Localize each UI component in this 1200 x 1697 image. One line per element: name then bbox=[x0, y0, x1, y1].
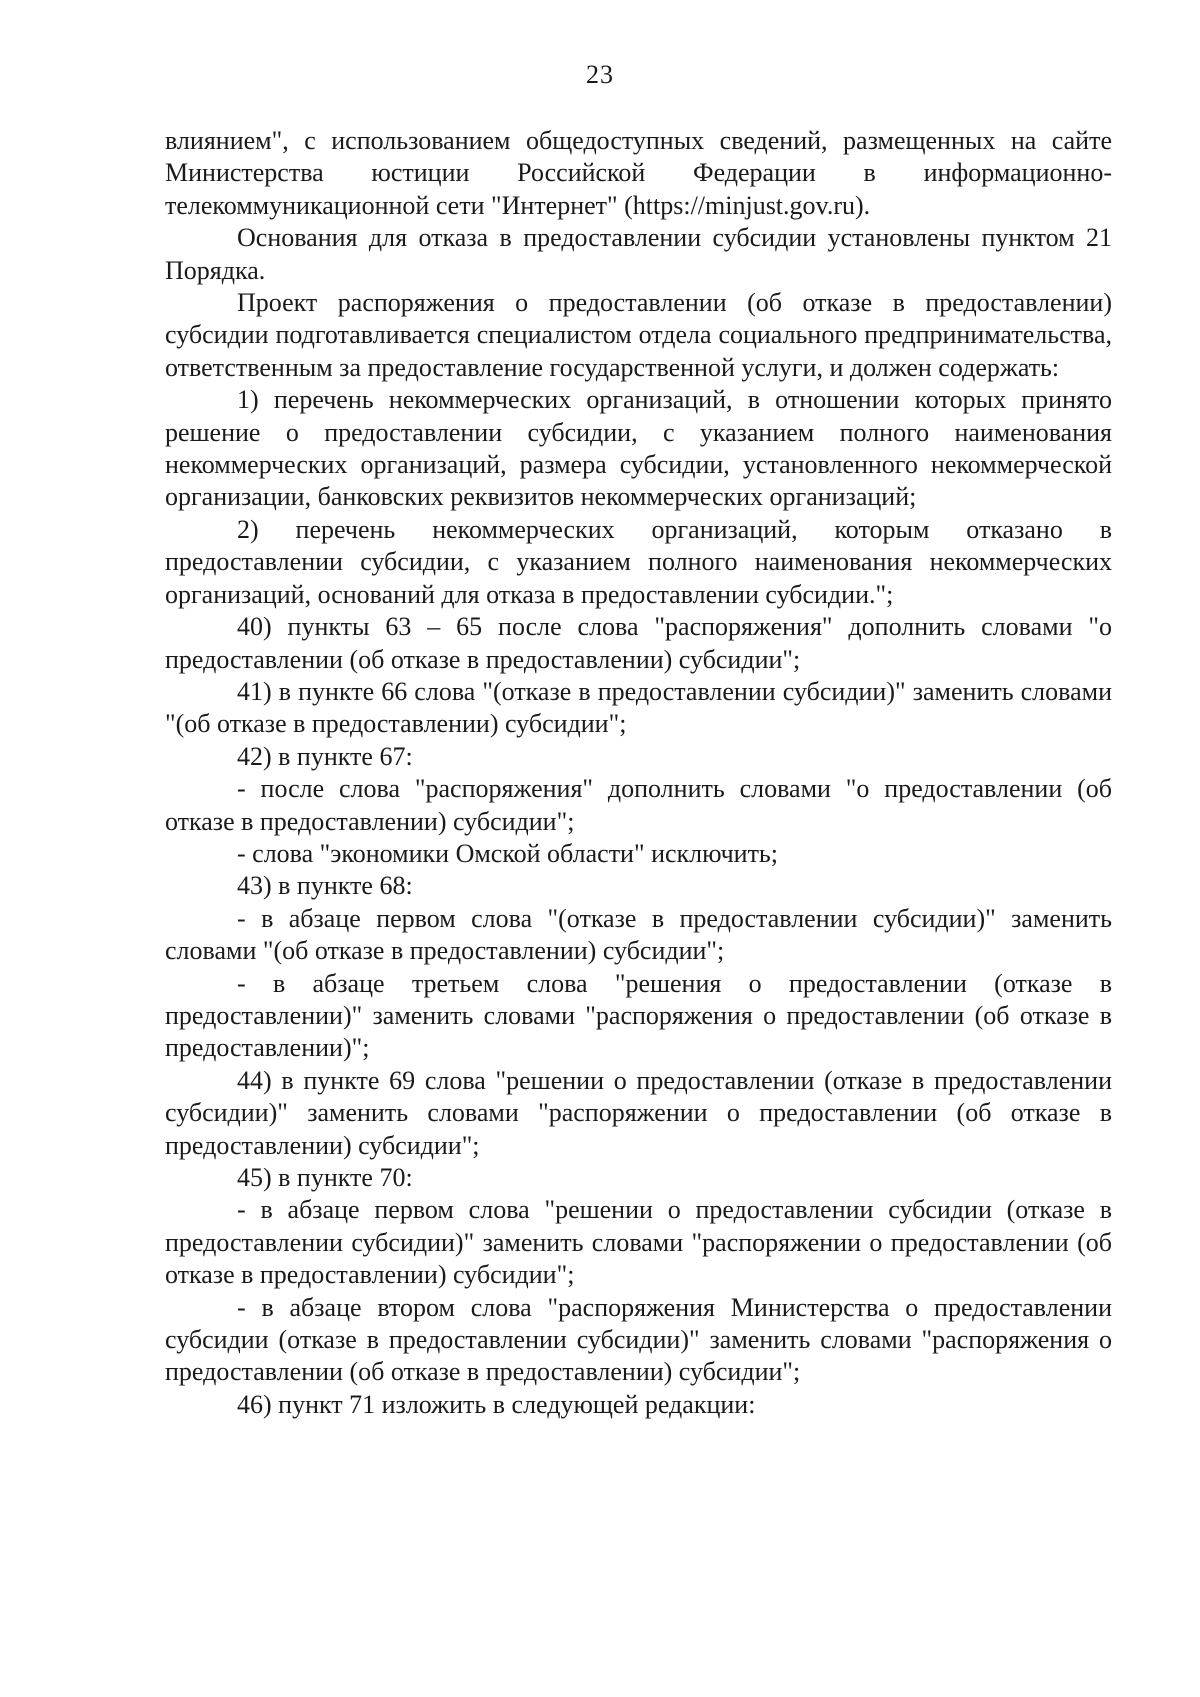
paragraph-item-2: 2) перечень некоммерческих организаций, которым отказано в предоставлении субсидии, с указанием полного наименования некоммерческих организаций, оснований для отказа в предоставлении субсидии."; bbox=[165, 514, 1112, 609]
paragraph-amendment-42-b: - слова "экономики Омской области" исключить; bbox=[237, 838, 779, 868]
paragraph-amendment-43-a: - в абзаце первом слова "(отказе в предоставлении субсидии)" заменить словами "(об отказе в предоставлении) субсидии"; bbox=[165, 903, 1112, 966]
paragraph-amendment-43: 43) в пункте 68: bbox=[237, 871, 413, 901]
paragraph-amendment-45: 45) в пункте 70: bbox=[237, 1163, 413, 1192]
paragraph-refusal-grounds: Основания для отказа в предоставлении субсидии установлены пунктом 21 Порядка. bbox=[165, 223, 1112, 285]
paragraph-continuation: влиянием", с использованием общедоступных сведений, размещенных на сайте Министерства юстиции Российской Федерации в информационно-телекоммуникационной сети "Интернет" (https://minjust.gov.ru). bbox=[165, 126, 1112, 220]
paragraph-item-1: 1) перечень некоммерческих организаций, в отношении которых принято решение о предоставлении субсидии, с указанием полного наименования некоммерческих организаций, размера субсидии, установленного некоммерческой организации, банковских реквизитов некоммерческих организаций; bbox=[165, 385, 1112, 512]
paragraph-amendment-44: 44) в пункте 69 слова "решении о предоставлении (отказе в предоставлении субсидии)" заменить словами "распоряжении о предоставлении (об отказе в предоставлении) субсидии"; bbox=[165, 1065, 1112, 1160]
page-number: 23 bbox=[586, 60, 614, 89]
document-body bbox=[165, 125, 1112, 1421]
paragraph-amendment-40: 40) пункты 63 – 65 после слова "распоряжения" дополнить словами "о предоставлении (об отказе в предоставлении) субсидии"; bbox=[165, 612, 1112, 674]
paragraph-amendment-43-b: - в абзаце третьем слова "решения о предоставлении (отказе в предоставлении)" заменить словами "распоряжения о предоставлении (об отказе в предоставлении)"; bbox=[165, 968, 1112, 1063]
paragraph-amendment-42: 42) в пункте 67: bbox=[237, 741, 413, 771]
paragraph-amendment-42-a: - после слова "распоряжения" дополнить словами "о предоставлении (об отказе в предоставлении) субсидии"; bbox=[165, 774, 1112, 836]
paragraph-amendment-45-b: - в абзаце втором слова "распоряжения Министерства о предоставлении субсидии (отказе в предоставлении субсидии)" заменить словами "распоряжения о предоставлении (об отказе в предоставлении) субсидии"; bbox=[165, 1292, 1112, 1387]
paragraph-draft-order: Проект распоряжения о предоставлении (об отказе в предоставлении) субсидии подготавливается специалистом отдела социального предпринимательства, ответственным за предоставление государственной услуги, и должен содержать: bbox=[165, 288, 1112, 382]
paragraph-amendment-46: 46) пункт 71 изложить в следующей редакции: bbox=[237, 1389, 756, 1419]
paragraph-amendment-45-a: - в абзаце первом слова "решении о предоставлении субсидии (отказе в предоставлении субсидии)" заменить словами "распоряжении о предоставлении (об отказе в предоставлении) субсидии"; bbox=[165, 1195, 1112, 1290]
paragraph-amendment-41: 41) в пункте 66 слова "(отказе в предоставлении субсидии)" заменить словами "(об отказе в предоставлении) субсидии"; bbox=[165, 676, 1112, 739]
